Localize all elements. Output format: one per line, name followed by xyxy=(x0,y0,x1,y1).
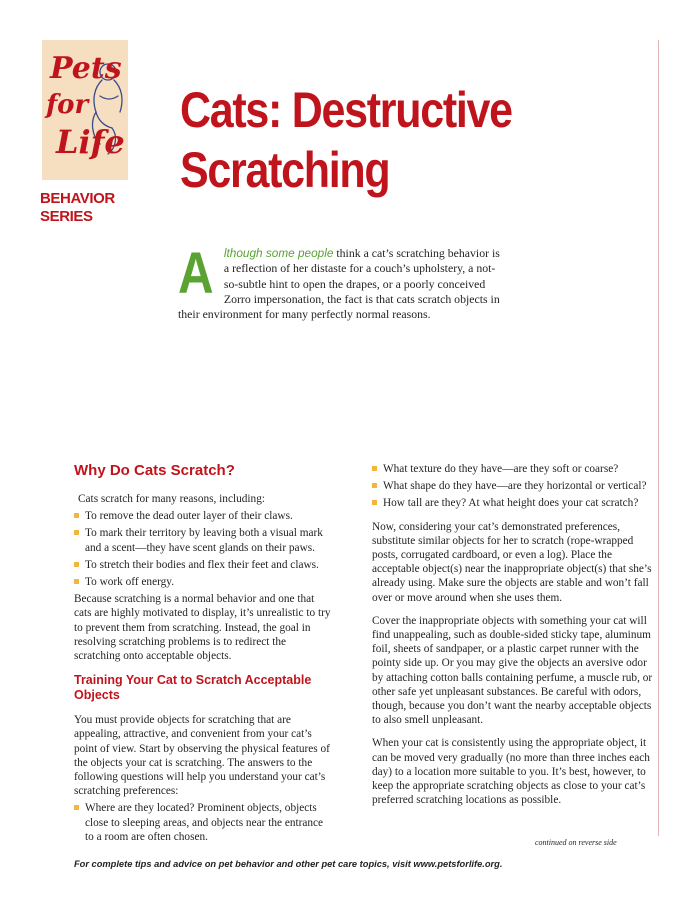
list-item: To mark their territory by leaving both a visual mark and a scent—they have scent glands on their paws. xyxy=(74,526,332,554)
training-paragraph: You must provide objects for scratching that are appealing, attractive, and convenient from your cat’s point of view. Start by observing the physical features of the objects your cat is scratching. The answers to the following questions will help you understand your cat’s scratching preferences: xyxy=(74,714,330,798)
right-bullet-list xyxy=(372,462,658,511)
list-item: To stretch their bodies and flex their feet and claws. xyxy=(74,558,332,572)
list-item: What texture do they have—are they soft or coarse? xyxy=(372,462,658,476)
paragraph-substitute-objects: Now, considering your cat’s demonstrated preferences, substitute similar objects for her to scratch (rope-wrapped posts, corrugated cardboard, or even a log). Place the acceptable object(s) near the inappropriate object(s) that she’s already using. Make sure the objects are stable and won’t fall over or move around when she uses them. xyxy=(372,520,652,604)
training-bullet-list xyxy=(74,801,332,844)
continued-note: continued on reverse side xyxy=(535,838,617,847)
why-intro: Cats scratch for many reasons, including: xyxy=(78,493,265,505)
list-item: How tall are they? At what height does your cat scratch? xyxy=(372,496,658,510)
intro-text: think a cat’s scratching behavior is a reflection of her distaste for a couch’s upholstery, a not-so-subtle hint to open the drapes, or a poorly conceived Zorro impersonation, the fact is that cats scratch objects in their environment for many perfectly normal reasons. xyxy=(178,246,500,322)
section-heading-why: Why Do Cats Scratch? xyxy=(74,462,235,479)
section-heading-training: Training Your Cat to Scratch Acceptable Objects xyxy=(74,673,312,703)
logo-word-life: Life xyxy=(56,123,125,161)
title-line-2: Scratching xyxy=(180,142,390,198)
pets-for-life-logo xyxy=(42,40,128,180)
title-line-1: Cats: Destructive xyxy=(180,82,512,138)
paragraph-move-objects: When your cat is consistently using the appropriate object, it can be moved very gradually (no more than three inches each day) to a location more suitable to you. It’s best, however, to keep the appropriate scratching objects as close to your cat’s preferred scratching locations as possible. xyxy=(372,737,650,807)
drop-cap: A xyxy=(178,241,214,306)
intro-paragraph xyxy=(178,241,500,322)
paragraph-cover-objects: Cover the inappropriate objects with something your cat will find unappealing, such as double-sided sticky tape, aluminum foil, sheets of sandpaper, or a plastic carpet runner with the pointy side up. Or you may give the objects an aversive odor by attaching cotton balls containing perfume, a muscle rub, or other safe yet unpleasant substances. Be careful with odors, though, because you don’t want the nearby acceptable objects to also smell unpleasant. xyxy=(372,614,653,727)
list-item: To remove the dead outer layer of their claws. xyxy=(74,509,332,523)
logo-word-pets: Pets xyxy=(50,51,122,86)
list-item: What shape do they have—are they horizontal or vertical? xyxy=(372,479,658,493)
left-column xyxy=(74,462,332,844)
page-margin-rule xyxy=(658,40,659,836)
series-line-2: SERIES xyxy=(40,208,93,225)
logo-word-for: for xyxy=(46,90,89,120)
why-paragraph: Because scratching is a normal behavior and one that cats are highly motivated to display, it’s unrealistic to try to prevent them from scratching. Instead, the goal in resolving scratching problems is to redirect the scratching onto acceptable objects. xyxy=(74,593,331,663)
intro-lead: lthough some people xyxy=(223,246,334,260)
page-title xyxy=(180,80,558,200)
footer-note: For complete tips and advice on pet behavior and other pet care topics, visit www.petsforlife.org. xyxy=(74,859,503,869)
right-column xyxy=(372,462,658,807)
list-item: To work off energy. xyxy=(74,575,332,589)
list-item: Where are they located? Prominent objects, objects close to sleeping areas, and objects near the entrance to a room are often chosen. xyxy=(74,801,332,844)
series-label xyxy=(40,190,140,226)
why-bullet-list xyxy=(74,509,332,589)
series-line-1: BEHAVIOR xyxy=(40,190,115,207)
